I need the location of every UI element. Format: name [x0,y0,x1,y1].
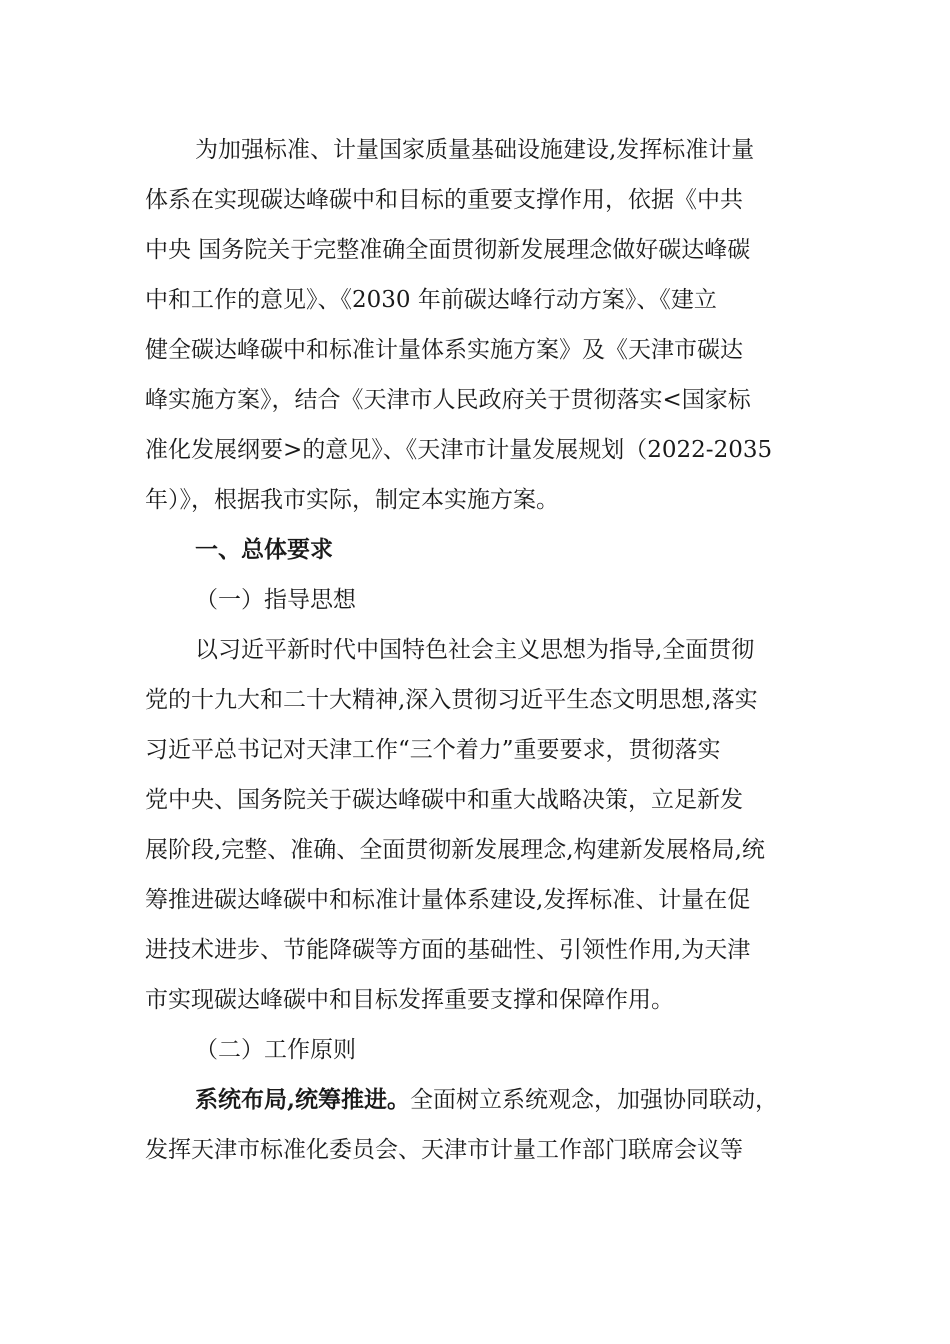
intro-line-2: 体系在实现碳达峰碳中和目标的重要支撑作用，依据《中共 [145,187,743,213]
section-heading-general-requirements: 一、总体要求 [195,537,333,563]
guiding-line-8: 市实现碳达峰碳中和目标发挥重要支撑和保障作用。 [145,987,674,1013]
principle-text: 全面树立系统观念，加强协同联动， [410,1087,779,1113]
principle-line-1 [195,1084,778,1116]
intro-line-3: 中央 国务院关于完整准确全面贯彻新发展理念做好碳达峰碳 [145,237,751,263]
intro-line-6: 峰实施方案》，结合《天津市人民政府关于贯彻落实<国家标 [145,387,751,413]
guiding-line-2: 党的十九大和二十大精神,深入贯彻习近平生态文明思想,落实 [145,687,758,713]
subsection-heading-guiding-ideology: （一）指导思想 [195,587,356,613]
principle-title: 系统布局,统筹推进。 [195,1086,411,1113]
intro-line-8: 年）》，根据我市实际，制定本实施方案。 [145,487,559,513]
principle-line-2: 发挥天津市标准化委员会、天津市计量工作部门联席会议等 [145,1137,743,1163]
guiding-line-3: 习近平总书记对天津工作“三个着力”重要要求，贯彻落实 [145,737,721,763]
intro-line-7: 准化发展纲要>的意见》、《天津市计量发展规划（2022-2035 [145,437,773,463]
guiding-line-7: 进技术进步、节能降碳等方面的基础性、引领性作用,为天津 [145,937,751,963]
guiding-line-4: 党中央、国务院关于碳达峰碳中和重大战略决策，立足新发 [145,787,743,813]
guiding-line-1: 以习近平新时代中国特色社会主义思想为指导,全面贯彻 [195,637,755,663]
intro-line-1: 为加强标准、计量国家质量基础设施建设,发挥标准计量 [195,137,755,163]
intro-line-4: 中和工作的意见》、《2030 年前碳达峰行动方案》、《建立 [145,287,717,313]
subsection-heading-working-principles: （二）工作原则 [195,1037,356,1063]
guiding-line-5: 展阶段,完整、准确、全面贯彻新发展理念,构建新发展格局,统 [145,837,765,863]
intro-line-5: 健全碳达峰碳中和标准计量体系实施方案》及《天津市碳达 [145,337,743,363]
guiding-line-6: 筹推进碳达峰碳中和标准计量体系建设,发挥标准、计量在促 [145,887,751,913]
